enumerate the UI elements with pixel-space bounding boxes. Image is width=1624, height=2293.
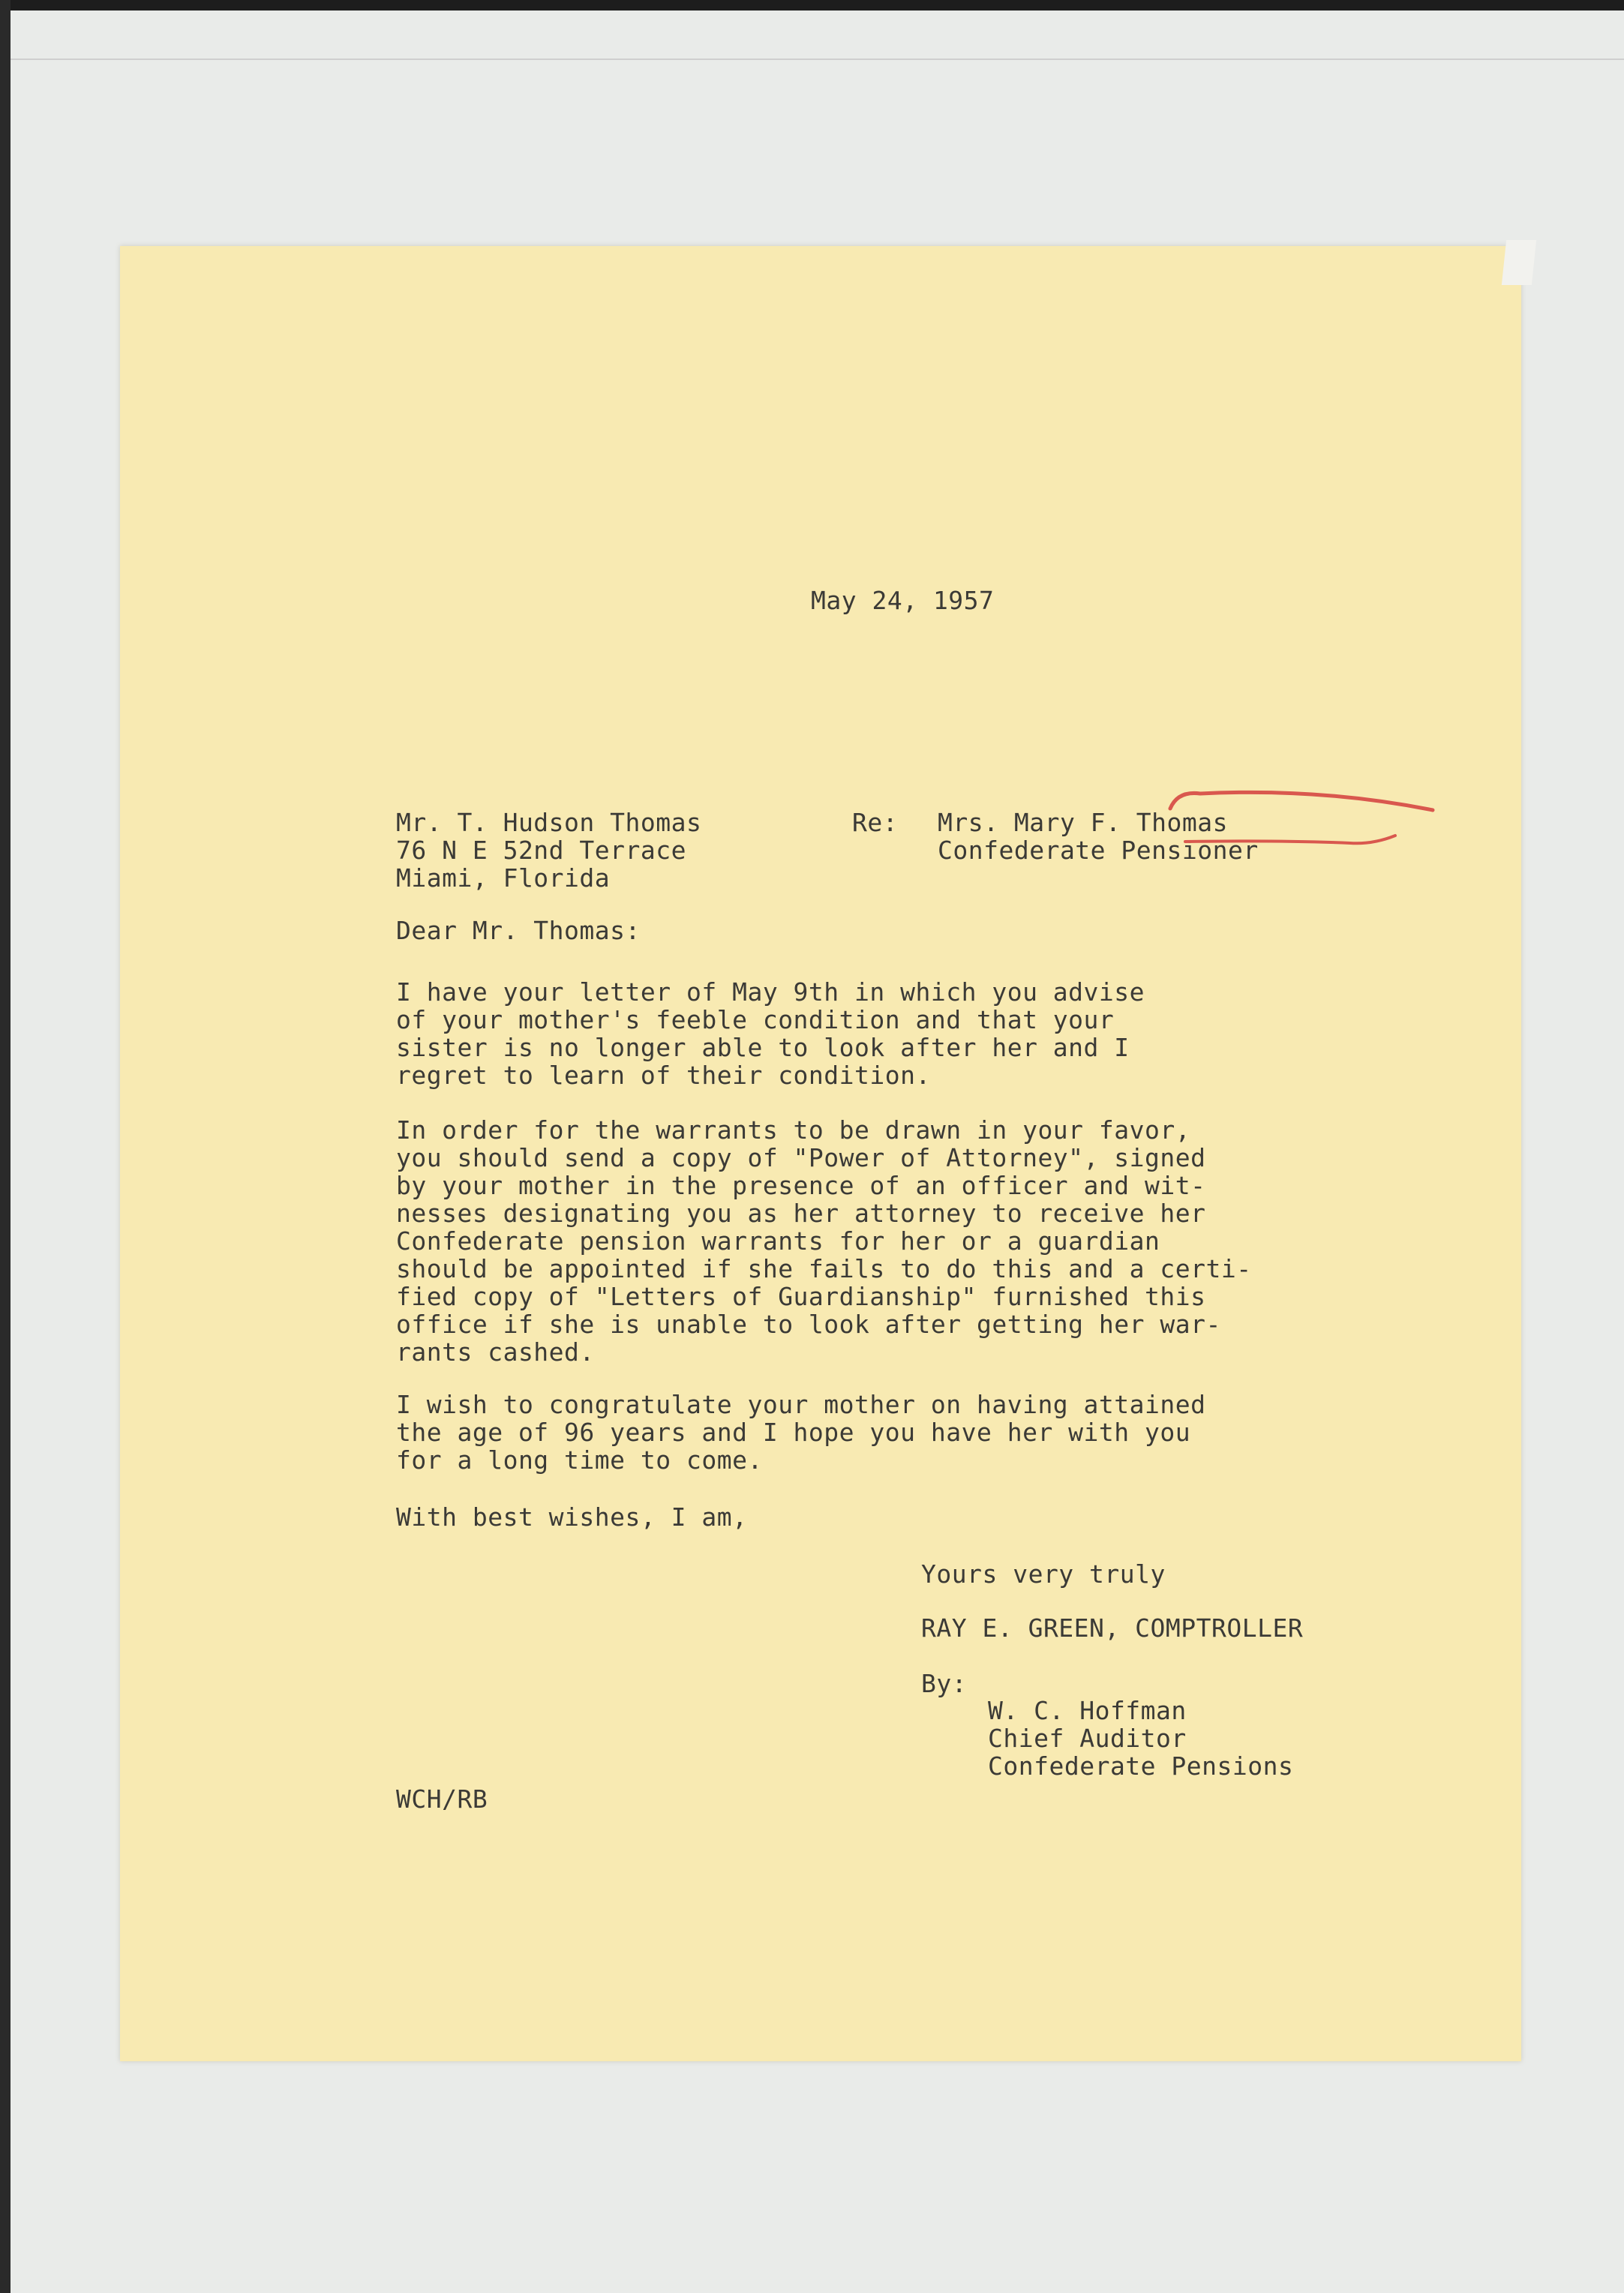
paragraph-line: I have your letter of May 9th in which you advise (396, 977, 1145, 1007)
re-line: Mrs. Mary F. Thomas (938, 808, 1228, 837)
paragraph-line: In order for the warrants to be drawn in your favor, (396, 1115, 1191, 1145)
paragraph-line: office if she is unable to look after getting her war- (396, 1310, 1221, 1339)
signer-line: W. C. Hoffman (988, 1696, 1187, 1725)
closing-line: With best wishes, I am, (396, 1502, 748, 1532)
paragraph-line: Confederate pension warrants for her or a guardian (396, 1226, 1160, 1256)
paragraph-1 (396, 978, 1145, 1089)
paragraph-3 (396, 1391, 1206, 1474)
recipient-address (396, 809, 701, 892)
scanner-edge-top (0, 0, 1624, 11)
paragraph-line: should be appointed if she fails to do this and a certi- (396, 1254, 1252, 1283)
comptroller-name: RAY E. GREEN, COMPTROLLER (921, 1613, 1304, 1643)
signer-line: Confederate Pensions (988, 1751, 1294, 1781)
scan-divider-line (11, 59, 1624, 60)
salutation: Dear Mr. Thomas: (396, 916, 641, 945)
paragraph-line: rants cashed. (396, 1337, 595, 1367)
re-line: Confederate Pensioner (938, 836, 1259, 865)
recipient-line: 76 N E 52nd Terrace (396, 836, 686, 865)
letter-date: May 24, 1957 (811, 586, 995, 615)
paragraph-line: I wish to congratulate your mother on having attained (396, 1390, 1206, 1419)
paragraph-2 (396, 1116, 1252, 1366)
paragraph-line: of your mother's feeble condition and that your (396, 1005, 1115, 1034)
recipient-line: Miami, Florida (396, 863, 611, 893)
re-label: Re: (852, 808, 899, 837)
by-label: By: (921, 1669, 968, 1698)
paragraph-line: by your mother in the presence of an officer and wit- (396, 1171, 1206, 1200)
recipient-line: Mr. T. Hudson Thomas (396, 808, 702, 837)
signer-block (988, 1697, 1293, 1780)
reference-initials: WCH/RB (396, 1784, 488, 1814)
paragraph-line: the age of 96 years and I hope you have her with you (396, 1418, 1191, 1447)
scanner-edge-left (0, 0, 11, 2293)
paragraph-line: sister is no longer able to look after her and I (396, 1033, 1130, 1062)
signer-line: Chief Auditor (988, 1724, 1187, 1753)
red-pencil-annotation (1170, 788, 1440, 848)
torn-corner (1502, 240, 1536, 285)
complimentary-close: Yours very truly (921, 1559, 1166, 1589)
paragraph-line: fied copy of "Letters of Guardianship" furnished this (396, 1282, 1206, 1311)
paragraph-line: for a long time to come. (396, 1445, 763, 1475)
paragraph-line: nesses designating you as her attorney to receive her (396, 1199, 1206, 1228)
paragraph-line: regret to learn of their condition. (396, 1061, 931, 1090)
paragraph-line: you should send a copy of "Power of Attorney", signed (396, 1143, 1206, 1172)
